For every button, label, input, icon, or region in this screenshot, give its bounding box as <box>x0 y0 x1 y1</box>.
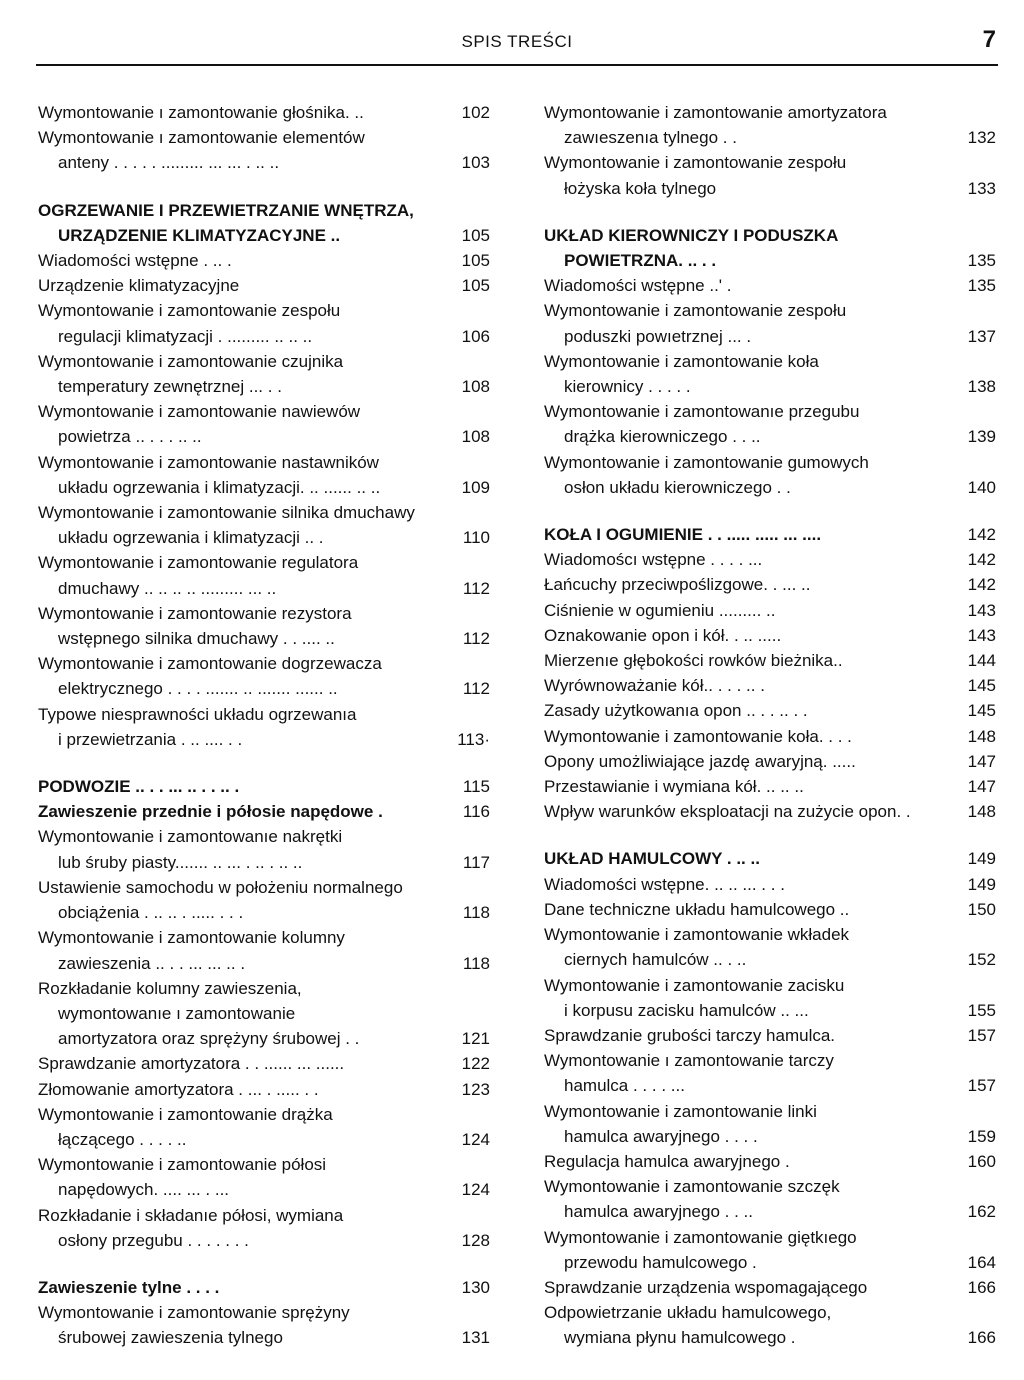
toc-entry[interactable] <box>544 1300 996 1350</box>
toc-entry-title-line: hamulca . . . . ... <box>564 1076 685 1096</box>
toc-entry-title-line: Wiadomości wstępne ..' . <box>544 276 732 296</box>
toc-entry-title-line: osłon układu kierowniczego . . <box>564 477 791 497</box>
toc-entry-title-line: Wiadomoścı wstępne . . . . ... <box>544 550 763 570</box>
toc-entry[interactable] <box>544 349 996 399</box>
page-number: 7 <box>982 26 996 53</box>
toc-entry[interactable] <box>38 500 490 550</box>
toc-entry-title-line: Wymontowanie i zamontowanie zacisku <box>544 975 845 995</box>
toc-entry-title-line: amortyzatora oraz sprężyny śrubowej . . <box>58 1029 360 1049</box>
toc-entry-page-number: 123 <box>461 1079 490 1099</box>
toc-entry-title-line: układu ogrzewania i klimatyzacji .. . <box>58 528 324 548</box>
toc-entry-title-line: Wymontowanie i zamontowanie linki <box>544 1101 817 1121</box>
toc-entry-page-number: 143 <box>967 625 996 645</box>
toc-right-column <box>544 100 996 1351</box>
toc-entry[interactable] <box>544 273 996 298</box>
toc-entry-page-number: 143 <box>967 600 996 620</box>
toc-entry-page-number: 133 <box>967 178 996 198</box>
toc-entry[interactable] <box>38 273 490 298</box>
toc-entry-page-number: 148 <box>967 802 996 822</box>
toc-entry-title-line: Wymontowanie i zamontowanie zespołu <box>38 301 341 321</box>
toc-entry-page-number: 110 <box>462 528 490 548</box>
toc-entry-title-line: Wiadomości wstępne. .. .. ... . . . <box>544 874 785 894</box>
toc-entry-title-line: Rozkładanie i składanıe półosi, wymiana <box>38 1205 344 1225</box>
toc-entry-page-number: 128 <box>461 1230 490 1250</box>
toc-entry-title-line: anteny . . . . . ......... ... ... . .. .. <box>58 153 280 173</box>
toc-entry-title-line: przewodu hamulcowego . <box>564 1252 757 1272</box>
toc-entry-title-line: lub śruby piasty....... .. ... . .. . .. .. <box>58 852 303 872</box>
toc-entry-title-line: UKŁAD KIEROWNICZY I PODUSZKA <box>544 225 839 245</box>
toc-entry-title-line: Urządzenie klimatyzacyjne <box>38 276 240 296</box>
toc-entry-page-number: 131 <box>461 1328 490 1348</box>
toc-entry-title-line: Wymontowanie i zamontowanie wkładek <box>544 925 850 945</box>
toc-entry-title-line: temperatury zewnętrznej ... . . <box>58 377 282 397</box>
toc-entry[interactable] <box>544 450 996 500</box>
toc-entry-title-line: Wymontowanie i zamontowanie koła <box>544 351 819 371</box>
toc-entry-title-line: i korpusu zacisku hamulców .. ... <box>564 1000 809 1020</box>
toc-entry[interactable] <box>38 100 490 125</box>
toc-entry-page-number: 117 <box>462 852 490 872</box>
toc-entry-title-line: Wymontowanie i zamontowanıe przegubu <box>544 402 860 422</box>
toc-entry-page-number: 118 <box>462 903 490 923</box>
toc-entry[interactable] <box>544 1099 996 1149</box>
toc-entry-title-line: Łańcuchy przeciwpoślizgowe. . ... .. <box>544 575 811 595</box>
toc-entry[interactable] <box>38 1051 490 1076</box>
toc-entry-title-line: Ciśnienie w ogumieniu ......... .. <box>544 600 776 620</box>
toc-entry-page-number: 105 <box>461 276 490 296</box>
toc-entry[interactable] <box>544 774 996 799</box>
toc-entry-title-line: Zawieszenie tylne . . . . <box>38 1277 220 1297</box>
toc-entry[interactable] <box>544 922 996 972</box>
toc-entry[interactable] <box>544 100 996 150</box>
section-gap <box>38 752 490 774</box>
section-gap <box>38 1253 490 1275</box>
toc-entry-title-line: Sprawdzanie grubości tarczy hamulca. <box>544 1025 836 1045</box>
toc-entry-title-line: wstępnego silnika dmuchawy . . .... .. <box>58 629 335 649</box>
toc-entry[interactable] <box>38 875 490 925</box>
toc-entry-page-number: 164 <box>967 1252 996 1272</box>
toc-entry-page-number: 166 <box>967 1328 996 1348</box>
toc-entry-title-line: Opony umożliwiające jazdę awaryjną. ..... <box>544 751 856 771</box>
toc-entry-title-line: Wymontowanie i zamontowanie koła. . . . <box>544 726 852 746</box>
toc-entry-title-line: URZĄDZENIE KLIMATYZACYJNE .. <box>58 225 341 245</box>
toc-entry[interactable] <box>38 1203 490 1253</box>
toc-entry-page-number: 147 <box>967 777 996 797</box>
toc-entry-page-number: 105 <box>461 251 490 271</box>
toc-entry[interactable] <box>38 1152 490 1202</box>
toc-entry[interactable] <box>38 399 490 449</box>
toc-entry-title-line: napędowych. .... ... . ... <box>58 1180 230 1200</box>
toc-entry[interactable] <box>544 673 996 698</box>
toc-entry-page-number: 138 <box>967 377 996 397</box>
toc-entry-title-line: Wymontowanie i zamontowanie zespołu <box>544 153 847 173</box>
toc-entry[interactable] <box>544 598 996 623</box>
toc-entry-title-line: Dane techniczne układu hamulcowego .. <box>544 899 850 919</box>
toc-entry-title-line: Mierzenıe głębokości rowków bieżnika.. <box>544 651 843 671</box>
toc-section-heading[interactable] <box>544 846 996 871</box>
toc-entry-title-line: Ustawienie samochodu w położeniu normalnego <box>38 877 403 897</box>
toc-entry[interactable] <box>38 1102 490 1152</box>
toc-entry-title-line: Wymontowanie i zamontowanie dogrzewacza <box>38 654 382 674</box>
section-gap <box>544 500 996 522</box>
toc-entry-title-line: Zawieszenie przednie i półosie napędowe . <box>38 802 383 822</box>
toc-entry-page-number: 162 <box>967 1202 996 1222</box>
toc-entry-page-number: 157 <box>967 1076 996 1096</box>
page-header <box>36 28 998 66</box>
toc-entry[interactable] <box>38 1300 490 1350</box>
toc-entry[interactable] <box>544 1174 996 1224</box>
toc-entry-title-line: Wiadomości wstępne . .. . <box>38 251 232 271</box>
toc-entry-title-line: Wymontowanie i zamontowanie czujnika <box>38 351 344 371</box>
toc-entry-page-number: 145 <box>967 676 996 696</box>
toc-entry-page-number: 124 <box>461 1129 490 1149</box>
toc-entry-title-line: Wymontowanie i zamontowanie rezystora <box>38 603 352 623</box>
toc-entry-title-line: Wymontowanie i zamontowanie gumowych <box>544 452 869 472</box>
toc-entry[interactable] <box>38 450 490 500</box>
toc-entry-title-line: Wymontowanie ı zamontowanie głośnika. .. <box>38 103 364 122</box>
section-gap <box>544 824 996 846</box>
toc-entry-title-line: Wymontowanie i zamontowanie nawiewów <box>38 402 361 422</box>
toc-entry-title-line: Oznakowanie opon i kół. . .. ..... <box>544 625 782 645</box>
toc-entry-title-line: i przewietrzania . .. .... . . <box>58 729 243 749</box>
toc-entry-title-line: elektrycznego . . . . ....... .. ....... ...... .. <box>58 679 338 699</box>
toc-section-heading[interactable] <box>38 774 490 799</box>
toc-entry-title-line: Wymontowanie i zamontowanie zespołu <box>544 301 847 321</box>
toc-section-heading[interactable] <box>38 198 490 248</box>
toc-entry-page-number: 157 <box>967 1025 996 1045</box>
toc-entry[interactable] <box>544 698 996 723</box>
toc-entry-page-number: 112 <box>462 679 490 699</box>
toc-entry-page-number: 112 <box>462 629 490 649</box>
toc-entry-title-line: układu ogrzewania i klimatyzacji. .. ...... .. .. <box>58 477 381 497</box>
toc-entry-title-line: KOŁA I OGUMIENIE . . ..... ..... ... .... <box>544 525 822 545</box>
toc-entry-title-line: Regulacja hamulca awaryjnego . <box>544 1151 790 1171</box>
toc-entry-title-line: Wymontowanie i zamontowanie nastawników <box>38 452 379 472</box>
toc-entry-title-line: Sprawdzanie urządzenia wspomagającego <box>544 1277 868 1297</box>
toc-entry-title-line: śrubowej zawieszenia tylnego <box>58 1328 283 1348</box>
toc-entry[interactable] <box>544 1149 996 1174</box>
toc-entry[interactable] <box>38 651 490 701</box>
toc-entry-title-line: hamulca awaryjnego . . .. <box>564 1202 753 1222</box>
toc-entry[interactable] <box>38 976 490 1052</box>
toc-entry-page-number: 135 <box>967 276 996 296</box>
toc-entry-title-line: Złomowanie amortyzatora . ... . ..... . . <box>38 1079 319 1099</box>
toc-entry-title-line: Wymontowanie i zamontowanie silnika dmuchawy <box>38 503 415 523</box>
toc-entry-page-number: 159 <box>967 1126 996 1146</box>
toc-entry-title-line: hamulca awaryjnego . . . . <box>564 1126 758 1146</box>
toc-entry-page-number: 124 <box>461 1180 490 1200</box>
toc-entry-title-line: UKŁAD HAMULCOWY . .. .. <box>544 849 760 869</box>
toc-entry-page-number: 132 <box>967 128 996 148</box>
toc-entry[interactable] <box>544 872 996 897</box>
toc-entry[interactable] <box>544 749 996 774</box>
toc-entry-page-number: 130 <box>461 1277 490 1297</box>
toc-entry[interactable] <box>38 925 490 975</box>
toc-entry-title-line: Wymontowanie i zamontowanie drążka <box>38 1104 333 1124</box>
toc-entry-title-line: Wymontowanie ı zamontowanie tarczy <box>544 1051 834 1071</box>
toc-entry-title-line: Wymontowanie i zamontowanie amortyzatora <box>544 103 887 122</box>
toc-entry[interactable] <box>38 125 490 175</box>
toc-entry-page-number: 150 <box>967 899 996 919</box>
toc-entry-title-line: Wymontowanie ı zamontowanie elementów <box>38 128 365 148</box>
toc-left-column <box>38 100 490 1351</box>
toc-section-heading[interactable] <box>544 522 996 547</box>
toc-entry-page-number: 155 <box>967 1000 996 1020</box>
toc-entry-title-line: POWIETRZNA. .. . . <box>564 251 717 271</box>
toc-entry-title-line: łożyska koła tylnego <box>564 178 717 198</box>
toc-entry-page-number: 102 <box>461 103 490 122</box>
toc-entry-page-number: 109 <box>461 477 490 497</box>
toc-entry-page-number: 160 <box>967 1151 996 1171</box>
toc-entry[interactable] <box>544 572 996 597</box>
toc-entry-title-line: osłony przegubu . . . . . . . <box>58 1230 249 1250</box>
toc-entry[interactable] <box>544 648 996 673</box>
toc-entry-title-line: wymontowanıe ı zamontowanie <box>58 1003 296 1023</box>
toc-entry[interactable] <box>38 824 490 874</box>
toc-entry-title-line: Przestawianie i wymiana kół. .. .. .. <box>544 777 804 797</box>
toc-entry-page-number: 166 <box>967 1277 996 1297</box>
toc-entry-title-line: Zasady użytkowanıa opon .. . . .. . . <box>544 701 808 721</box>
toc-entry-page-number: 118 <box>462 953 490 973</box>
toc-entry-title-line: łączącego . . . . .. <box>58 1129 187 1149</box>
section-gap <box>544 201 996 223</box>
toc-entry-page-number: 142 <box>967 550 996 570</box>
toc-entry-page-number: 152 <box>967 950 996 970</box>
toc-entry-page-number: 148 <box>967 726 996 746</box>
toc-entry[interactable] <box>544 799 996 824</box>
section-gap <box>38 176 490 198</box>
toc-entry-page-number: 108 <box>461 377 490 397</box>
toc-entry[interactable] <box>38 349 490 399</box>
toc-entry[interactable] <box>38 550 490 600</box>
toc-entry-page-number: 106 <box>461 326 490 346</box>
toc-entry-title-line: Wpływ warunków eksploatacji na zużycie opon. . <box>544 802 911 822</box>
toc-entry[interactable] <box>544 399 996 449</box>
toc-entry[interactable] <box>38 601 490 651</box>
toc-entry[interactable] <box>544 150 996 200</box>
toc-entry-page-number: 139 <box>967 427 996 447</box>
toc-entry-page-number: 116 <box>462 802 490 822</box>
toc-entry-page-number: 112 <box>462 578 490 598</box>
toc-entry-title-line: ciernych hamulców .. . .. <box>564 950 747 970</box>
toc-entry-title-line: Wymontowanie i zamontowanie sprężyny <box>38 1303 350 1323</box>
toc-entry-title-line: Sprawdzanie amortyzatora . . ...... ... ...... <box>38 1054 345 1074</box>
toc-section-heading[interactable] <box>38 799 490 824</box>
toc-entry-page-number: 145 <box>967 701 996 721</box>
toc-entry-page-number: 115 <box>462 777 490 797</box>
toc-entry-page-number: 108 <box>461 427 490 447</box>
toc-entry[interactable] <box>544 623 996 648</box>
toc-entry-title-line: Wymontowanie i zamontowanie szczęk <box>544 1177 840 1197</box>
toc-entry-title-line: wymiana płynu hamulcowego . <box>564 1328 796 1348</box>
toc-entry-title-line: zawıeszenıa tylnego . . <box>564 128 737 148</box>
toc-entry-title-line: dmuchawy .. .. .. .. ......... ... .. <box>58 578 277 598</box>
toc-entry[interactable] <box>544 1048 996 1098</box>
toc-entry-page-number: 140 <box>967 477 996 497</box>
toc-entry-title-line: Odpowietrzanie układu hamulcowego, <box>544 1303 832 1323</box>
toc-entry-title-line: Wymontowanie i zamontowanıe nakrętki <box>38 827 343 847</box>
toc-entry-page-number: 113· <box>457 729 490 749</box>
toc-entry-page-number: 149 <box>967 849 996 869</box>
toc-entry[interactable] <box>544 1275 996 1300</box>
toc-entry-title-line: Typowe niesprawności układu ogrzewanıa <box>38 704 357 724</box>
toc-entry[interactable] <box>544 298 996 348</box>
toc-entry[interactable] <box>38 1077 490 1102</box>
toc-entry-page-number: 149 <box>967 874 996 894</box>
toc-entry[interactable] <box>38 298 490 348</box>
toc-entry-page-number: 105 <box>461 225 490 245</box>
toc-entry-title-line: powietrza .. . . . .. .. <box>58 427 202 447</box>
toc-entry-page-number: 147 <box>967 751 996 771</box>
toc-entry-title-line: Rozkładanie kolumny zawieszenia, <box>38 978 302 998</box>
toc-entry-title-line: kierownicy . . . . . <box>564 377 691 397</box>
running-title: SPIS TREŚCI <box>461 32 573 51</box>
toc-entry[interactable] <box>544 897 996 922</box>
toc-entry-page-number: 135 <box>967 251 996 271</box>
toc-entry-title-line: PODWOZIE .. . . ... .. . . .. . <box>38 777 240 797</box>
toc-entry[interactable] <box>544 547 996 572</box>
toc-entry[interactable] <box>544 724 996 749</box>
toc-section-heading[interactable] <box>544 223 996 273</box>
toc-entry-title-line: zawieszenia .. . . ... ... .. . <box>58 953 246 973</box>
toc-entry-title-line: Wyrównoważanie kół.. . . . .. . <box>544 676 765 696</box>
toc-entry-page-number: 144 <box>967 651 996 671</box>
toc-entry-title-line: poduszki powıetrznej ... . <box>564 326 752 346</box>
toc-entry[interactable] <box>544 973 996 1023</box>
toc-entry-title-line: Wymontowanie i zamontowanie regulatora <box>38 553 359 573</box>
toc-entry[interactable] <box>38 702 490 752</box>
toc-entry-title-line: regulacji klimatyzacji . ......... .. .. .. <box>58 326 313 346</box>
toc-entry-title-line: Wymontowanie i zamontowanie półosi <box>38 1155 327 1175</box>
toc-entry-title-line: Wymontowanie i zamontowanie kolumny <box>38 928 345 948</box>
toc-entry-title-line: drążka kierowniczego . . .. <box>564 427 761 447</box>
toc-entry-title-line: Wymontowanie i zamontowanie giętkıego <box>544 1227 857 1247</box>
toc-entry-page-number: 122 <box>461 1054 490 1074</box>
toc-entry-page-number: 137 <box>967 326 996 346</box>
toc-entry-title-line: OGRZEWANIE I PRZEWIETRZANIE WNĘTRZA, <box>38 200 414 220</box>
toc-section-heading[interactable] <box>38 1275 490 1300</box>
toc-entry-page-number: 142 <box>967 525 996 545</box>
toc-entry-page-number: 121 <box>461 1029 490 1049</box>
toc-entry-title-line: obciążenia . .. .. . ..... . . . <box>58 903 244 923</box>
toc-entry[interactable] <box>38 248 490 273</box>
toc-entry[interactable] <box>544 1023 996 1048</box>
toc-entry[interactable] <box>544 1225 996 1275</box>
toc-entry-page-number: 142 <box>967 575 996 595</box>
toc-entry-page-number: 103 <box>461 153 490 173</box>
